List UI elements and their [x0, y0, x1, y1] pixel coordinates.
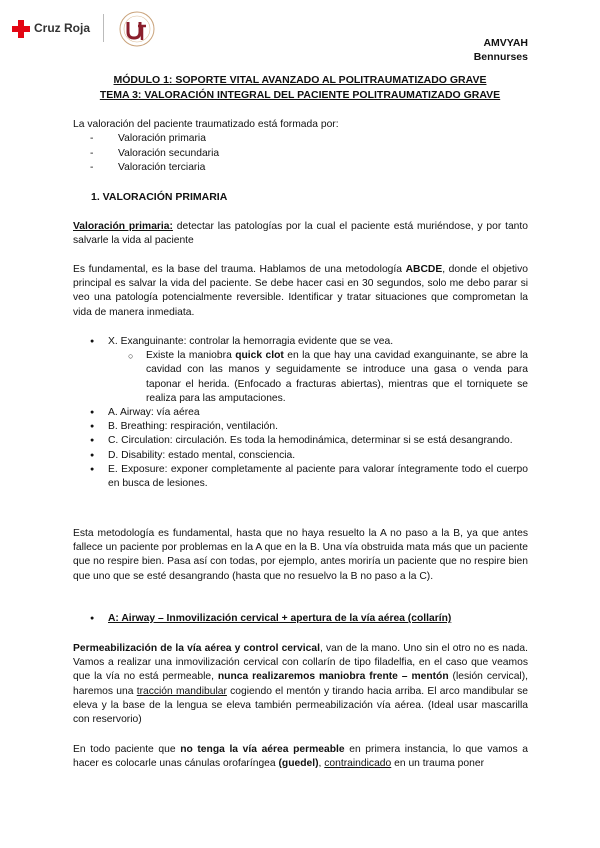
section-heading: 1. VALORACIÓN PRIMARIA [91, 191, 228, 203]
paragraph-methodology: Esta metodología es fundamental, hasta que no haya resuelto la A no paso a la B, ya que antes fallece un paciente por problemas en la A que en la B. Una vía obstruida mata más que un paciente que no respire bien. Pasa así con todas, por ejemplo, antes moriría un paciente que no respire bien que uno que se esté desangrando (hasta que no resuelvo la B no paso a la C). [73, 528, 528, 582]
abcde-list [90, 335, 528, 491]
bold-run: Permeabilización de la vía aérea y control cervical [73, 643, 320, 654]
text-run: Existe la maniobra [146, 350, 236, 362]
author-name: AMVYAH [483, 37, 528, 49]
paragraph-abcde [73, 263, 528, 320]
definition-paragraph [73, 220, 528, 248]
list-item: ● D. Disability: estado mental, consciencia. [90, 449, 528, 463]
logo-divider [103, 14, 104, 42]
intro-list [90, 132, 219, 176]
paragraph-airway [73, 642, 528, 727]
topic-title: TEMA 3: VALORACIÓN INTEGRAL DEL PACIENTE POLITRAUMATIZADO GRAVE [99, 89, 501, 101]
airway-heading: A: Airway – Inmovilización cervical + apertura de la vía aérea (collarín) [108, 613, 452, 624]
list-item: - Valoración primaria [90, 132, 219, 147]
sub-list-item [90, 349, 528, 406]
list-item: ● C. Circulation: circulación. Es toda la hemodinámica, determinar si se está desangrando. [90, 434, 528, 448]
header-meta [474, 36, 528, 64]
university-seal-icon [118, 10, 156, 48]
bold-run: no tenga la vía aérea permeable [180, 744, 345, 755]
list-item: - Valoración secundaria [90, 147, 219, 162]
bold-run: nunca realizaremos maniobra frente – mentón [217, 671, 449, 683]
text-run: , donde el objetivo principal es salvar la vida del paciente. Se debe hacer casi en 30 segundos, solo me debo parar si veo una patología potencialmente reversible. Identificar y tratar situaciones que comprometan la vida de manera inmediata. [73, 264, 528, 318]
list-item [90, 612, 528, 626]
text-run: Es fundamental, es la base del trauma. Hablamos de una metodología [73, 264, 406, 275]
bold-run: (guedel) [278, 758, 319, 770]
text-run: en un trauma poner [391, 758, 484, 770]
text-run: cogiendo el mentón y tirando hacia arriba. El arco mandibular se eleva y la base de la lengua se eleva también permeabilización vía aérea. (Ideal usar mascarilla con reservorio) [73, 685, 529, 726]
text-run: , [318, 758, 325, 770]
airway-heading-list [90, 612, 528, 626]
red-cross-logo-icon [12, 20, 30, 38]
source-name: Bennurses [473, 51, 528, 63]
text-run: , van de la mano. Uno sin el otro no es nada. Vamos a realizar una inmovilización cervical con collarín de tipo filadelfia, en el caso que veamos que la vía no está permeable, [73, 643, 528, 683]
underlined-run: tracción mandibular [136, 685, 227, 697]
text-run: En todo paciente que [73, 744, 181, 755]
list-item: ● X. Exanguinante: controlar la hemorragia evidente que se vea. [90, 335, 528, 349]
list-item: - Valoración terciaria [90, 161, 219, 176]
underlined-run: contraindicado [324, 758, 392, 770]
text-run: en primera instancia, lo que vamos a hacer es colocarle unas cánulas orofaríngea [73, 744, 528, 770]
list-item: ● E. Exposure: exponer completamente al paciente para valorar íntegramente todo el cuerpo en busca de lesiones. [90, 463, 528, 491]
text-run: (lesión cervical), haremos una [73, 671, 529, 697]
text-run: en la que hay una cavidad exanguinante, se abre la cavidad con las manos y seguidamente se introduce una gasa o venda para taponar el herida. (Enfocado a fracturas abiertas), mientras que el torniquete se realiza para las amputaciones. [146, 350, 528, 404]
abcde-term: ABCDE [405, 264, 443, 275]
definition-label: Valoración primaria: [73, 221, 173, 232]
paragraph-guedel [73, 743, 528, 771]
list-item: ● B. Breathing: respiración, ventilación. [90, 420, 528, 434]
quick-clot-term: quick clot [235, 350, 284, 362]
org-name: Cruz Roja [34, 21, 91, 35]
list-item: ● A. Airway: vía aérea [90, 406, 528, 420]
intro-text: La valoración del paciente traumatizado está formada por: [73, 119, 339, 130]
definition-text: detectar las patologías por la cual el paciente está muriéndose, y por tanto salvarle la vida al paciente [73, 221, 528, 247]
module-title: MÓDULO 1: SOPORTE VITAL AVANZADO AL POLITRAUMATIZADO GRAVE [113, 74, 487, 86]
